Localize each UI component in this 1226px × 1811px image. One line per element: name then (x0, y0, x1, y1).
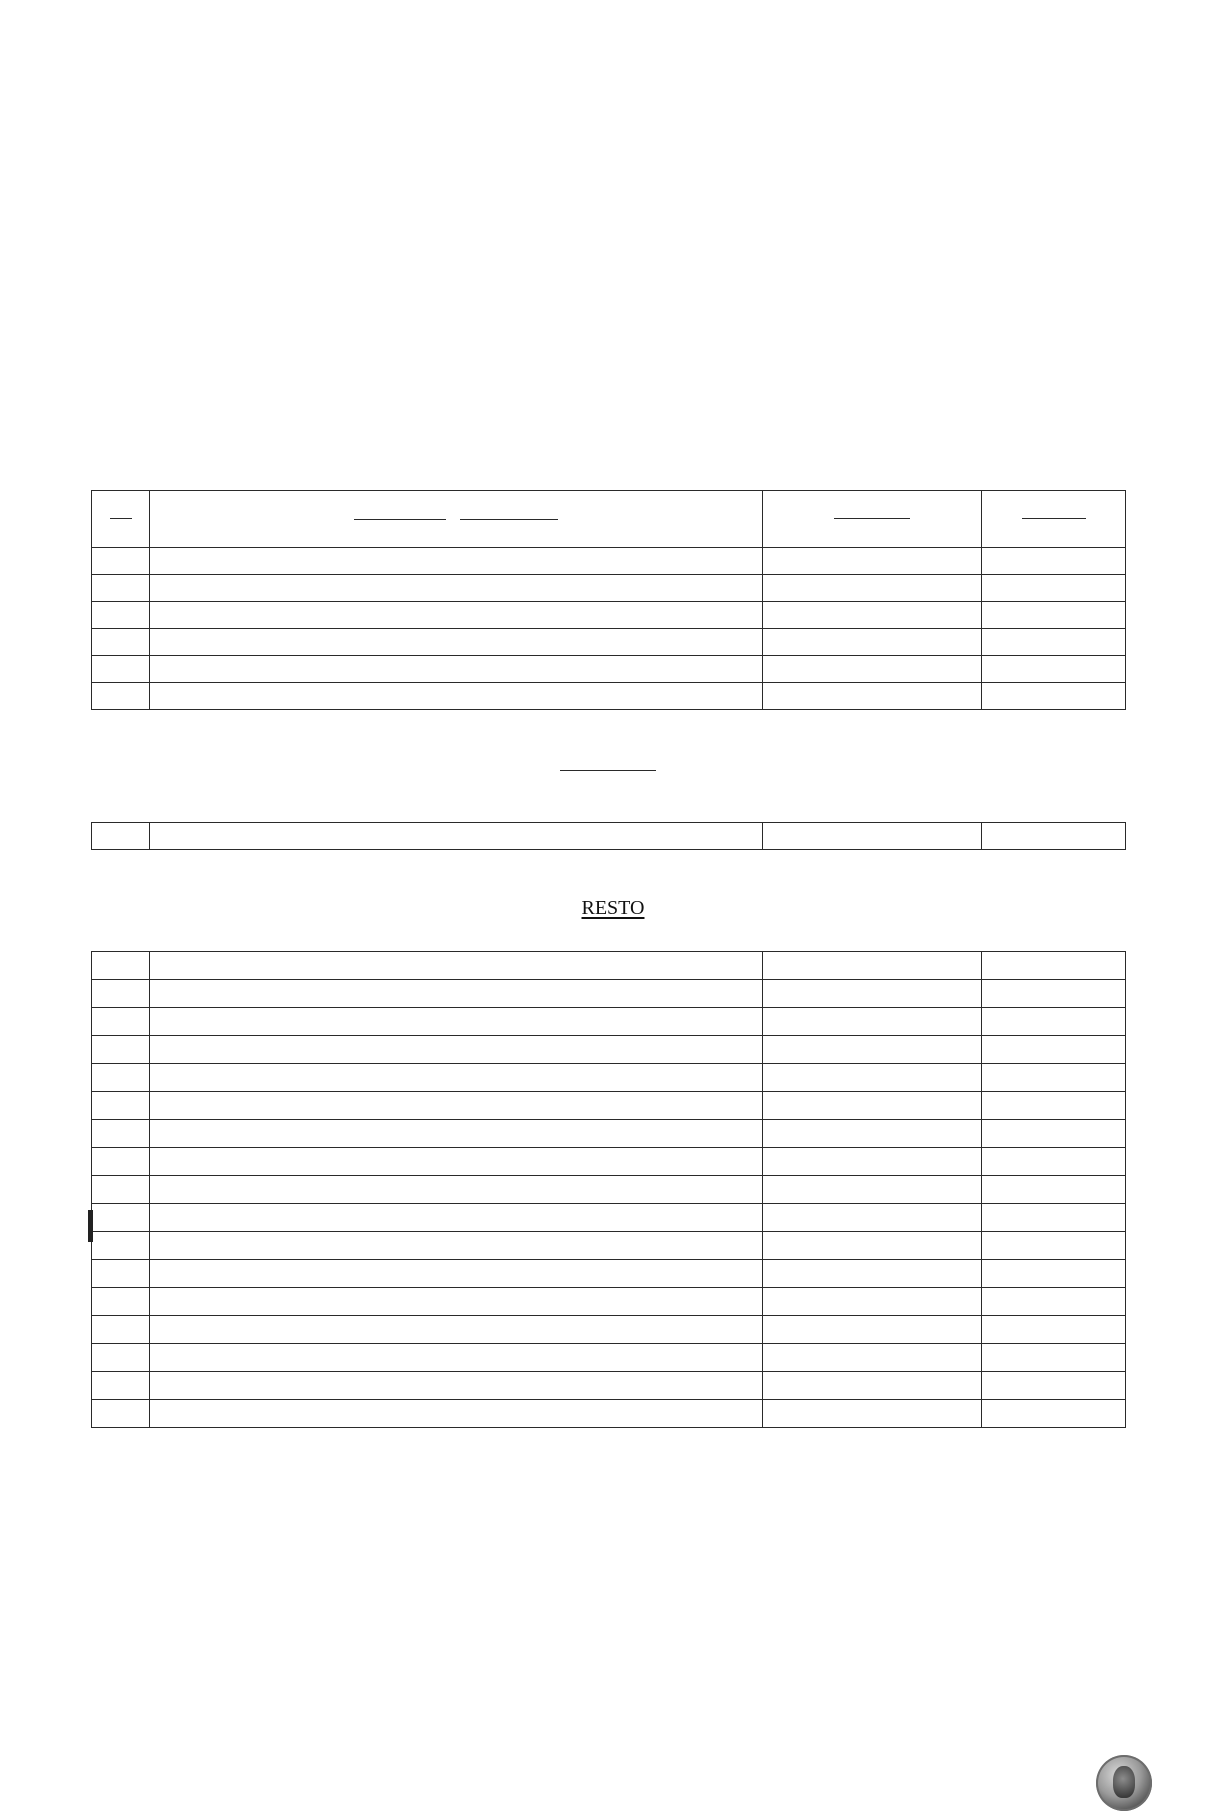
table-row (92, 656, 1126, 683)
table-row (92, 1260, 1126, 1288)
table-row (92, 1036, 1126, 1064)
table-row (92, 1176, 1126, 1204)
header-cell-column-a (763, 491, 982, 548)
portrait-seal-icon (1096, 1755, 1152, 1811)
table-row (92, 823, 1126, 850)
table-row (92, 1148, 1126, 1176)
table-row (92, 1400, 1126, 1428)
table-row (92, 1372, 1126, 1400)
table-row (92, 602, 1126, 629)
table-row (92, 980, 1126, 1008)
table-row (92, 575, 1126, 602)
table-row (92, 1008, 1126, 1036)
table-row (92, 548, 1126, 575)
section-heading-resto (0, 897, 1226, 920)
margin-mark (88, 1210, 93, 1242)
table-row (92, 952, 1126, 980)
table-row (92, 1316, 1126, 1344)
table-row (92, 1232, 1126, 1260)
table-row (92, 1344, 1126, 1372)
section-heading-middle (560, 770, 656, 771)
header-cell-column-b (982, 491, 1126, 548)
table-header-row (92, 491, 1126, 548)
top-table (91, 490, 1126, 710)
table-row (92, 1064, 1126, 1092)
table-row (92, 1092, 1126, 1120)
table-row (92, 1120, 1126, 1148)
resto-table (91, 951, 1126, 1428)
middle-table (91, 822, 1126, 850)
table-row (92, 683, 1126, 710)
resto-heading-text: RESTO (581, 897, 645, 919)
header-cell-name (150, 491, 763, 548)
table-row (92, 629, 1126, 656)
table-row (92, 1204, 1126, 1232)
seal-portrait (1113, 1766, 1135, 1798)
header-cell-number (92, 491, 150, 548)
table-row (92, 1288, 1126, 1316)
